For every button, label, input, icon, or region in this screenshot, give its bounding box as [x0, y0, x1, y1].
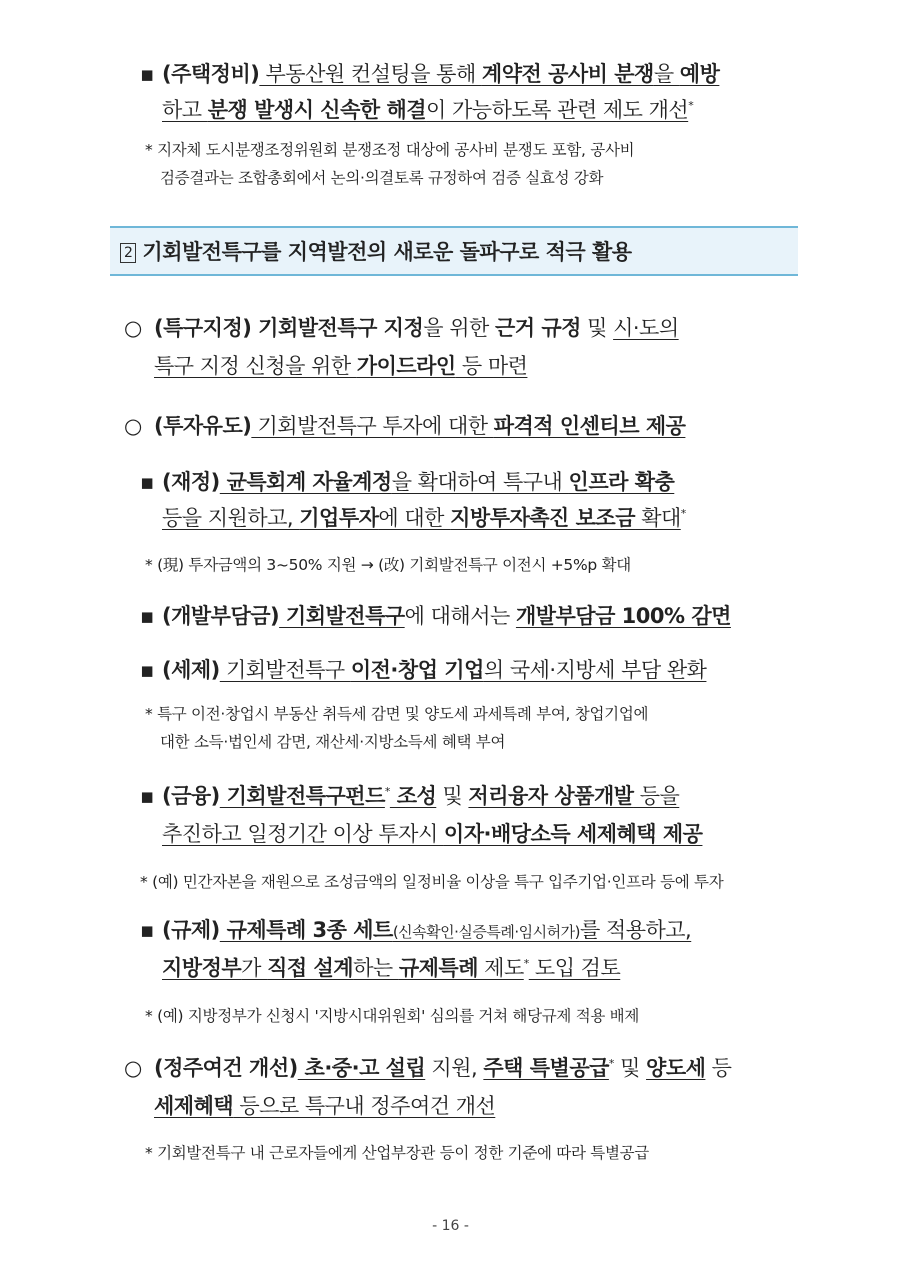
bullet-marker: ▪: [140, 918, 154, 942]
text: 규제특례 3종 세트: [219, 918, 393, 942]
text: 균특회계 자율계정: [219, 470, 392, 494]
text: 계약전 공사비 분쟁: [481, 62, 654, 86]
bullet-marker: ▪: [140, 604, 154, 628]
text: 세제혜택: [154, 1094, 234, 1118]
note-dispute: [145, 138, 634, 194]
text: 등을: [633, 784, 680, 808]
text: 지원,: [425, 1056, 484, 1080]
text: 근거 규정: [494, 316, 581, 340]
note-line: * (예) 민간자본을 재원으로 조성금액의 일정비율 이상을 특구 입주기업·인프라 등에 투자: [140, 873, 724, 891]
text: 부동산원 컨설팅을 통해: [259, 62, 482, 86]
text: 지방정부: [162, 956, 242, 980]
note-housing-supply: [145, 1141, 649, 1163]
text: 예방: [679, 62, 720, 86]
item-tag: (투자유도): [154, 414, 252, 438]
note-tax: [145, 702, 648, 758]
note-regulation: [145, 1004, 639, 1026]
text: 저리융자 상품개발: [468, 784, 634, 808]
text: 개발부담금 100% 감면: [515, 604, 731, 628]
item-tag: (정주여건 개선): [154, 1056, 298, 1080]
text: 특구 지정 신청을 위한: [154, 354, 357, 378]
bullet-marker: ▪: [140, 658, 154, 682]
item-living-conditions: [124, 1052, 731, 1126]
note-line: * (現) 투자금액의 3~50% 지원 → (改) 기회발전특구 이전시 +5%p 확대: [145, 556, 631, 574]
text: 가이드라인: [356, 354, 456, 378]
text: 이자·배당소득 세제혜택 제공: [443, 822, 703, 846]
footnote-mark: *: [688, 99, 694, 112]
text: 등: [705, 1056, 732, 1080]
bullet-finance: [140, 780, 702, 854]
item-tag: (세제): [162, 658, 220, 682]
circle-marker: ○: [124, 316, 142, 340]
note-line: * 지자체 도시분쟁조정위원회 분쟁조정 대상에 공사비 분쟁도 포함, 공사비: [145, 141, 635, 159]
bullet-regulation: [140, 914, 691, 988]
text: 기회발전특구: [279, 604, 405, 628]
text: 이전·창업 기업: [350, 658, 484, 682]
text: 가: [241, 956, 268, 980]
text: 파격적 인센티브 제공: [493, 414, 686, 438]
text: 기회발전특구 지정: [251, 316, 424, 340]
text: 등으로 특구내 정주여건 개선: [233, 1094, 496, 1118]
text: 도입 검토: [528, 956, 621, 980]
bullet-marker: ▪: [140, 62, 154, 86]
footnote-mark: *: [384, 785, 390, 798]
text: 규제특례: [398, 956, 478, 980]
text: 확대: [635, 506, 681, 530]
text: 를 적용하고,: [579, 918, 692, 942]
circle-marker: ○: [124, 414, 142, 438]
text: 하고: [162, 98, 208, 122]
text: 및: [613, 1056, 647, 1080]
note-line: 대한 소득·법인세 감면, 재산세·지방소득세 혜택 부여: [160, 733, 506, 751]
item-designation: [124, 312, 679, 386]
note-line: * 기회발전특구 내 근로자들에게 산업부장관 등이 정한 기준에 따라 특별공급: [145, 1144, 649, 1162]
text: 주택 특별공급: [483, 1056, 609, 1080]
text: (신속확인·실증특례·임시허가): [392, 923, 580, 941]
text: 양도세: [646, 1056, 706, 1080]
note-fund: [140, 870, 723, 892]
section-title: 기회발전특구를 지역발전의 새로운 돌파구로 적극 활용: [142, 240, 632, 264]
text: 기회발전특구펀드: [219, 784, 385, 808]
note-subsidy: [145, 553, 631, 575]
text: 및: [436, 784, 469, 808]
item-tag: (금융): [162, 784, 220, 808]
text: 및: [580, 316, 614, 340]
text: 분쟁 발생시 신속한 해결: [207, 98, 427, 122]
text: 하는: [353, 956, 399, 980]
footnote-mark: *: [523, 957, 529, 970]
text: 에 대한: [378, 506, 451, 530]
footnote-mark: *: [680, 507, 686, 520]
text: 제도: [478, 956, 524, 980]
text: 기회발전특구 투자에 대한: [251, 414, 494, 438]
bullet-fiscal: [140, 466, 686, 538]
item-tag: (재정): [162, 470, 220, 494]
bullet-marker: ▪: [140, 470, 154, 494]
text: 기업투자: [299, 506, 379, 530]
text: 에 대해서는: [404, 604, 516, 628]
item-investment: [124, 410, 685, 440]
text: 등을 지원하고,: [162, 506, 300, 530]
text: 등 마련: [455, 354, 528, 378]
item-tag: (규제): [162, 918, 220, 942]
text: 시·도의: [613, 316, 679, 340]
bullet-development-charge: [140, 600, 731, 630]
page-number: - 16 -: [432, 1218, 469, 1234]
note-line: * 특구 이전·창업시 부동산 취득세 감면 및 양도세 과세특례 부여, 창업기업에: [145, 705, 649, 723]
item-tag: (개발부담금): [162, 604, 280, 628]
circle-marker: ○: [124, 1056, 142, 1080]
text: 지방투자촉진 보조금: [450, 506, 636, 530]
bullet-housing: [140, 58, 800, 130]
item-tag: (특구지정): [154, 316, 252, 340]
footnote-mark: *: [608, 1057, 614, 1070]
text: 추진하고 일정기간 이상 투자시: [162, 822, 444, 846]
text: 조성: [389, 784, 437, 808]
text: 초·중·고 설립: [297, 1056, 426, 1080]
bullet-marker: ▪: [140, 784, 154, 808]
text: 인프라 확충: [568, 470, 675, 494]
item-tag: (주택정비): [162, 62, 260, 86]
text: 의 국세·지방세 부담 완화: [483, 658, 707, 682]
section-number: 2: [120, 243, 136, 263]
text: 을 위한: [423, 316, 495, 340]
text: 을 확대하여 특구내: [391, 470, 569, 494]
text: 기회발전특구: [219, 658, 351, 682]
text: 을: [653, 62, 680, 86]
section-header: [110, 226, 798, 276]
note-line: 검증결과는 조합총회에서 논의·의결토록 규정하여 검증 실효성 강화: [160, 169, 604, 187]
note-line: * (예) 지방정부가 신청시 '지방시대위원회' 심의를 거쳐 해당규제 적용 배제: [145, 1007, 640, 1025]
bullet-tax: [140, 654, 706, 684]
text: 이 가능하도록 관련 제도 개선: [426, 98, 689, 122]
text: 직접 설계: [267, 956, 354, 980]
